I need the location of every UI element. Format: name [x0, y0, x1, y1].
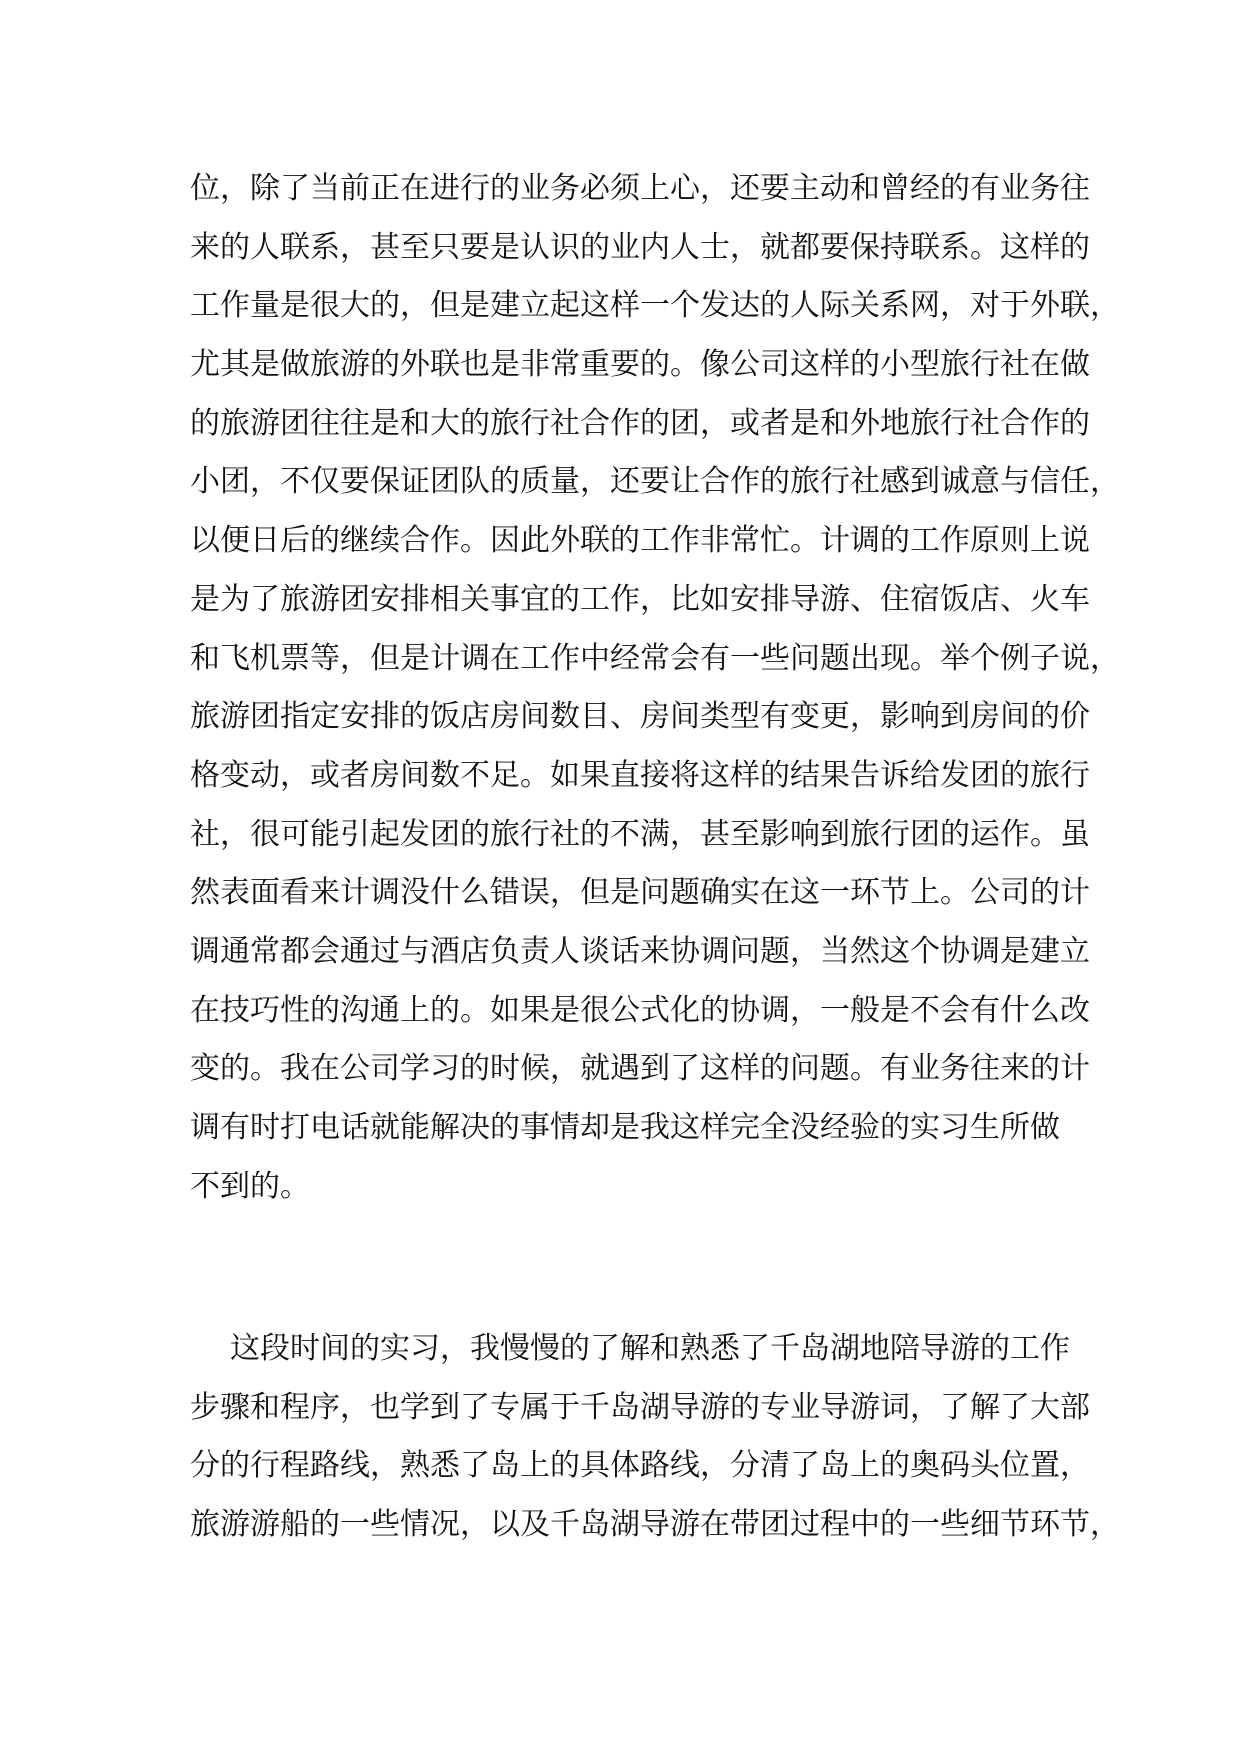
text-line: 小团，不仅要保证团队的质量，还要让合作的旅行社感到诚意与信任， — [190, 464, 1120, 500]
text-line: 调有时打电话就能解决的事情却是我这样完全没经验的实习生所做 — [190, 1110, 1060, 1145]
paragraph-1 — [190, 160, 1120, 1216]
text-line: 社，很可能引起发团的旅行社的不满，甚至影响到旅行团的运作。虽 — [190, 816, 1090, 852]
text-line: 旅游游船的一些情况，以及千岛湖导游在带团过程中的一些细节环节， — [190, 1507, 1120, 1543]
text-line: 变的。我在公司学习的时候，就遇到了这样的问题。有业务往来的计 — [190, 1051, 1090, 1087]
text-line: 尤其是做旅游的外联也是非常重要的。像公司这样的小型旅行社在做 — [190, 347, 1090, 383]
text-line: 步骤和程序，也学到了专属于千岛湖导游的专业导游词，了解了大部 — [190, 1389, 1090, 1425]
text-line: 这段时间的实习，我慢慢的了解和熟悉了千岛湖地陪导游的工作 — [230, 1331, 1070, 1366]
text-line: 是为了旅游团安排相关事宜的工作，比如安排导游、住宿饭店、火车 — [190, 581, 1090, 617]
paragraph-2 — [190, 1320, 1120, 1555]
text-line: 工作量是很大的，但是建立起这样一个发达的人际关系网，对于外联， — [190, 288, 1120, 324]
text-line: 和飞机票等，但是计调在工作中经常会有一些问题出现。举个例子说， — [190, 640, 1120, 676]
text-line: 分的行程路线，熟悉了岛上的具体路线，分清了岛上的奥码头位置， — [190, 1448, 1090, 1484]
text-line: 在技巧性的沟通上的。如果是很公式化的协调，一般是不会有什么改 — [190, 992, 1090, 1028]
text-line: 以便日后的继续合作。因此外联的工作非常忙。计调的工作原则上说 — [190, 523, 1090, 559]
text-line: 位，除了当前正在进行的业务必须上心，还要主动和曾经的有业务往 — [190, 171, 1090, 206]
text-line: 不到的。 — [190, 1168, 310, 1204]
text-line: 调通常都会通过与酒店负责人谈话来协调问题，当然这个协调是建立 — [190, 933, 1090, 969]
text-line: 的旅游团往往是和大的旅行社合作的团，或者是和外地旅行社合作的 — [190, 405, 1090, 441]
text-line: 旅游团指定安排的饭店房间数目、房间类型有变更，影响到房间的价 — [190, 699, 1090, 735]
text-line: 来的人联系，甚至只要是认识的业内人士，就都要保持联系。这样的 — [190, 229, 1090, 265]
text-line: 格变动，或者房间数不足。如果直接将这样的结果告诉给发团的旅行 — [190, 757, 1090, 793]
text-line: 然表面看来计调没什么错误，但是问题确实在这一环节上。公司的计 — [190, 875, 1090, 911]
